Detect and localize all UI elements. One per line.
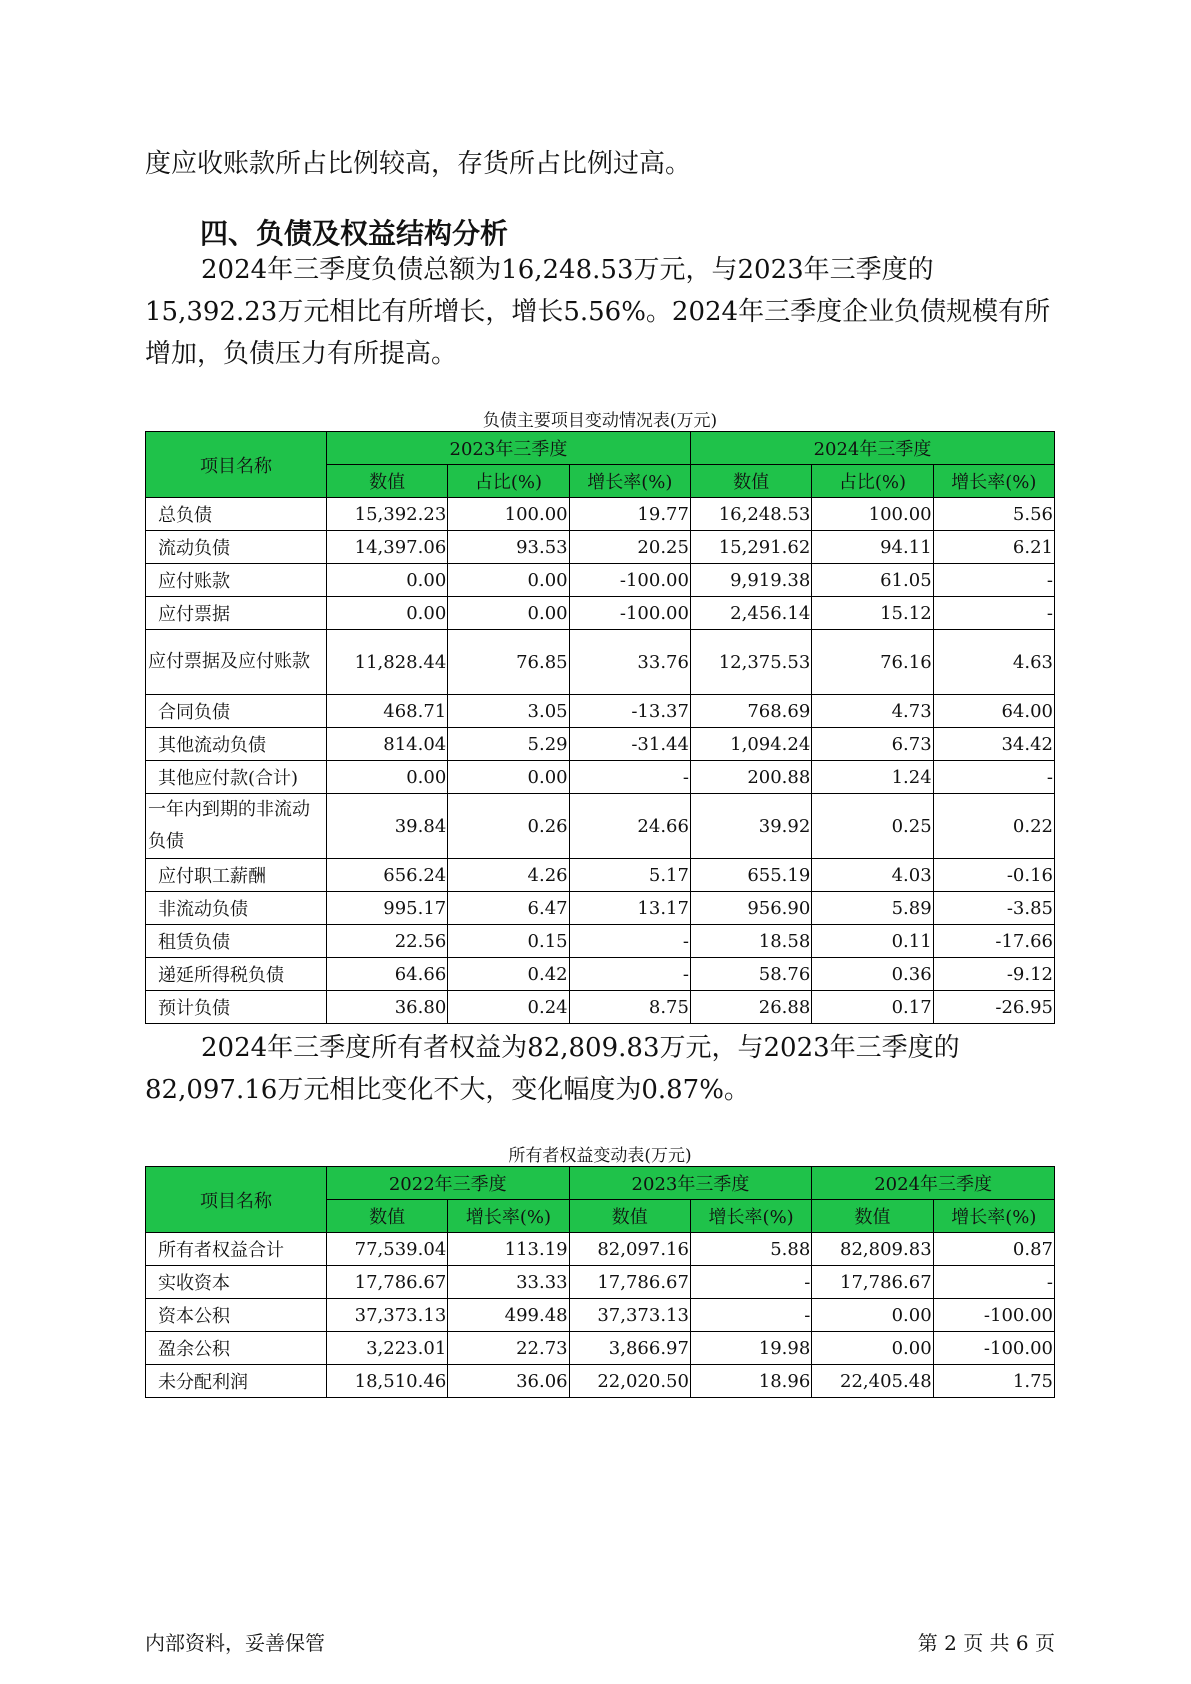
row-label: 实收资本 — [146, 1266, 327, 1299]
row-label: 合同负债 — [146, 695, 327, 728]
table-cell: 656.24 — [326, 859, 447, 892]
table-cell: 17,786.67 — [569, 1266, 690, 1299]
table-cell: 0.42 — [448, 958, 569, 991]
row-label: 应付票据 — [146, 597, 327, 630]
table-row — [146, 531, 1055, 564]
table1-sub-header: 增长率(%) — [569, 465, 690, 498]
table-cell: 4.63 — [933, 630, 1054, 695]
table-cell: 0.00 — [448, 761, 569, 794]
paragraph-equity — [145, 1027, 1065, 1111]
table-cell: 814.04 — [326, 728, 447, 761]
table-cell: -100.00 — [569, 564, 690, 597]
table1-sub-header: 数值 — [326, 465, 447, 498]
table2-period-header: 2024年三季度 — [812, 1167, 1055, 1200]
table-cell: 13.17 — [569, 892, 690, 925]
table-cell: 12,375.53 — [690, 630, 811, 695]
table2-caption: 所有者权益变动表(万元) — [508, 1146, 692, 1166]
table1-sub-header: 占比(%) — [448, 465, 569, 498]
table-cell: - — [933, 1266, 1054, 1299]
table-row — [146, 695, 1055, 728]
table-cell: 0.87 — [933, 1233, 1054, 1266]
row-label: 递延所得税负债 — [146, 958, 327, 991]
table2-sub-header: 增长率(%) — [690, 1200, 811, 1233]
table1-period-header: 2024年三季度 — [690, 432, 1054, 465]
table-row — [146, 1365, 1055, 1398]
table-row — [146, 859, 1055, 892]
table-cell: -100.00 — [933, 1332, 1054, 1365]
table-cell: 17,786.67 — [326, 1266, 447, 1299]
table1-name-header: 项目名称 — [146, 432, 327, 498]
table-cell: 5.17 — [569, 859, 690, 892]
row-label: 应付账款 — [146, 564, 327, 597]
row-label: 所有者权益合计 — [146, 1233, 327, 1266]
table2-sub-header: 增长率(%) — [448, 1200, 569, 1233]
table-cell: 37,373.13 — [569, 1299, 690, 1332]
table-cell: 36.06 — [448, 1365, 569, 1398]
section-heading: 四、负债及权益结构分析 — [200, 217, 509, 250]
table-cell: 768.69 — [690, 695, 811, 728]
table-cell: 5.56 — [933, 498, 1054, 531]
table-cell: 5.89 — [812, 892, 933, 925]
table-cell: 82,809.83 — [812, 1233, 933, 1266]
liabilities-table — [145, 431, 1055, 1024]
table-cell: 468.71 — [326, 695, 447, 728]
table1-sub-header: 增长率(%) — [933, 465, 1054, 498]
table-cell: - — [569, 761, 690, 794]
table2-body — [146, 1233, 1055, 1398]
table-row — [146, 1233, 1055, 1266]
table-cell: -100.00 — [569, 597, 690, 630]
table-cell: 0.17 — [812, 991, 933, 1024]
row-label: 应付职工薪酬 — [146, 859, 327, 892]
table-cell: 11,828.44 — [326, 630, 447, 695]
table-cell: 0.00 — [448, 564, 569, 597]
table2-period-header: 2023年三季度 — [569, 1167, 812, 1200]
table-cell: - — [690, 1266, 811, 1299]
table-cell: 5.29 — [448, 728, 569, 761]
table-cell: 37,373.13 — [326, 1299, 447, 1332]
row-label: 未分配利润 — [146, 1365, 327, 1398]
table-cell: - — [933, 597, 1054, 630]
row-label: 预计负债 — [146, 991, 327, 1024]
table1-sub-header: 占比(%) — [812, 465, 933, 498]
table2-sub-header: 数值 — [326, 1200, 447, 1233]
table-cell: 1.75 — [933, 1365, 1054, 1398]
table2-sub-header: 数值 — [812, 1200, 933, 1233]
table-cell: 0.00 — [326, 564, 447, 597]
table-cell: 18,510.46 — [326, 1365, 447, 1398]
table-cell: 5.88 — [690, 1233, 811, 1266]
table-cell: 0.00 — [812, 1299, 933, 1332]
table-cell: 0.00 — [326, 597, 447, 630]
table-cell: 0.26 — [448, 794, 569, 859]
row-label: 资本公积 — [146, 1299, 327, 1332]
table-cell: 76.16 — [812, 630, 933, 695]
table-cell: 64.66 — [326, 958, 447, 991]
table-cell: 26.88 — [690, 991, 811, 1024]
table-cell: 17,786.67 — [812, 1266, 933, 1299]
footer-page-number: 第 2 页 共 6 页 — [917, 1631, 1055, 1655]
table1-sub-header: 数值 — [690, 465, 811, 498]
table-cell: 1.24 — [812, 761, 933, 794]
table-row — [146, 564, 1055, 597]
table-cell: 4.73 — [812, 695, 933, 728]
table-cell: -100.00 — [933, 1299, 1054, 1332]
table-cell: 22,020.50 — [569, 1365, 690, 1398]
table2-sub-header: 增长率(%) — [933, 1200, 1054, 1233]
table-cell: 82,097.16 — [569, 1233, 690, 1266]
table-cell: 995.17 — [326, 892, 447, 925]
table-cell: 77,539.04 — [326, 1233, 447, 1266]
table-cell: 16,248.53 — [690, 498, 811, 531]
paragraph-continuation: 度应收账款所占比例较高，存货所占比例过高。 — [145, 149, 692, 179]
paragraph-liabilities — [145, 249, 1065, 375]
table-cell: 93.53 — [448, 531, 569, 564]
table-cell: 499.48 — [448, 1299, 569, 1332]
table-cell: 58.76 — [690, 958, 811, 991]
table-row — [146, 1299, 1055, 1332]
table2-period-header: 2022年三季度 — [326, 1167, 569, 1200]
table-cell: 100.00 — [812, 498, 933, 531]
table-cell: 33.33 — [448, 1266, 569, 1299]
table-cell: 0.00 — [326, 761, 447, 794]
table-cell: 3,223.01 — [326, 1332, 447, 1365]
table1-period-header: 2023年三季度 — [326, 432, 690, 465]
table-cell: 33.76 — [569, 630, 690, 695]
table-cell: 9,919.38 — [690, 564, 811, 597]
table-cell: 3.05 — [448, 695, 569, 728]
table-cell: 8.75 — [569, 991, 690, 1024]
table-cell: 113.19 — [448, 1233, 569, 1266]
table-cell: -13.37 — [569, 695, 690, 728]
table-cell: 0.00 — [448, 597, 569, 630]
table-cell: -9.12 — [933, 958, 1054, 991]
table-cell: 64.00 — [933, 695, 1054, 728]
table-cell: 34.42 — [933, 728, 1054, 761]
table-cell: 0.11 — [812, 925, 933, 958]
table-row — [146, 991, 1055, 1024]
table-cell: 0.00 — [812, 1332, 933, 1365]
row-label: 租赁负债 — [146, 925, 327, 958]
table-row — [146, 630, 1055, 695]
footer-confidential-note: 内部资料，妥善保管 — [145, 1631, 325, 1655]
table-cell: 76.85 — [448, 630, 569, 695]
table-cell: -17.66 — [933, 925, 1054, 958]
table-cell: 0.25 — [812, 794, 933, 859]
table-cell: -3.85 — [933, 892, 1054, 925]
table-cell: 6.21 — [933, 531, 1054, 564]
table-cell: 19.98 — [690, 1332, 811, 1365]
table-cell: 6.73 — [812, 728, 933, 761]
paragraph-liabilities-text: 2024年三季度负债总额为16,248.53万元，与2023年三季度的15,392.23万元相比有所增长，增长5.56%。2024年三季度企业负债规模有所增加，负债压力有所提高。 — [145, 255, 1051, 369]
table-cell: 20.25 — [569, 531, 690, 564]
table-cell: - — [933, 761, 1054, 794]
table-cell: 18.96 — [690, 1365, 811, 1398]
table-row — [146, 794, 1055, 859]
row-label: 一年内到期的非流动负债 — [146, 794, 327, 859]
table1-body — [146, 498, 1055, 1024]
row-label: 非流动负债 — [146, 892, 327, 925]
table-cell: 24.66 — [569, 794, 690, 859]
table-cell: - — [690, 1299, 811, 1332]
table-cell: 0.24 — [448, 991, 569, 1024]
table-cell: 19.77 — [569, 498, 690, 531]
table-row — [146, 728, 1055, 761]
table-row — [146, 1266, 1055, 1299]
table-cell: 39.84 — [326, 794, 447, 859]
table-cell: 1,094.24 — [690, 728, 811, 761]
table-cell: 36.80 — [326, 991, 447, 1024]
table-cell: 22.56 — [326, 925, 447, 958]
row-label: 盈余公积 — [146, 1332, 327, 1365]
table-cell: 956.90 — [690, 892, 811, 925]
table-cell: 0.36 — [812, 958, 933, 991]
paragraph-equity-text: 2024年三季度所有者权益为82,809.83万元，与2023年三季度的82,097.16万元相比变化不大，变化幅度为0.87%。 — [145, 1033, 960, 1105]
table-row — [146, 925, 1055, 958]
table-cell: 94.11 — [812, 531, 933, 564]
table-cell: 0.15 — [448, 925, 569, 958]
table-cell: 200.88 — [690, 761, 811, 794]
table-cell: 655.19 — [690, 859, 811, 892]
table1-caption: 负债主要项目变动情况表(万元) — [482, 411, 718, 431]
table-cell: -31.44 — [569, 728, 690, 761]
table2-name-header: 项目名称 — [146, 1167, 327, 1233]
table-cell: 2,456.14 — [690, 597, 811, 630]
table-cell: - — [569, 925, 690, 958]
table-cell: 4.26 — [448, 859, 569, 892]
equity-table — [145, 1166, 1055, 1398]
table-row — [146, 1332, 1055, 1365]
table-cell: 14,397.06 — [326, 531, 447, 564]
table-cell: 22,405.48 — [812, 1365, 933, 1398]
table-cell: -26.95 — [933, 991, 1054, 1024]
table2-sub-header: 数值 — [569, 1200, 690, 1233]
table-row — [146, 958, 1055, 991]
row-label: 应付票据及应付账款 — [146, 630, 327, 695]
row-label: 其他应付款(合计) — [146, 761, 327, 794]
row-label: 流动负债 — [146, 531, 327, 564]
table-row — [146, 892, 1055, 925]
table-cell: 61.05 — [812, 564, 933, 597]
row-label: 其他流动负债 — [146, 728, 327, 761]
table-cell: 22.73 — [448, 1332, 569, 1365]
table-cell: 15,291.62 — [690, 531, 811, 564]
table-row — [146, 498, 1055, 531]
table-row — [146, 761, 1055, 794]
table-cell: 6.47 — [448, 892, 569, 925]
table-cell: 100.00 — [448, 498, 569, 531]
table-cell: 4.03 — [812, 859, 933, 892]
table-cell: 18.58 — [690, 925, 811, 958]
table-cell: 39.92 — [690, 794, 811, 859]
row-label: 总负债 — [146, 498, 327, 531]
table-cell: 15.12 — [812, 597, 933, 630]
table-cell: 15,392.23 — [326, 498, 447, 531]
table-cell: -0.16 — [933, 859, 1054, 892]
table-cell: - — [569, 958, 690, 991]
table-row — [146, 597, 1055, 630]
table-cell: 0.22 — [933, 794, 1054, 859]
table-cell: 3,866.97 — [569, 1332, 690, 1365]
table-cell: - — [933, 564, 1054, 597]
